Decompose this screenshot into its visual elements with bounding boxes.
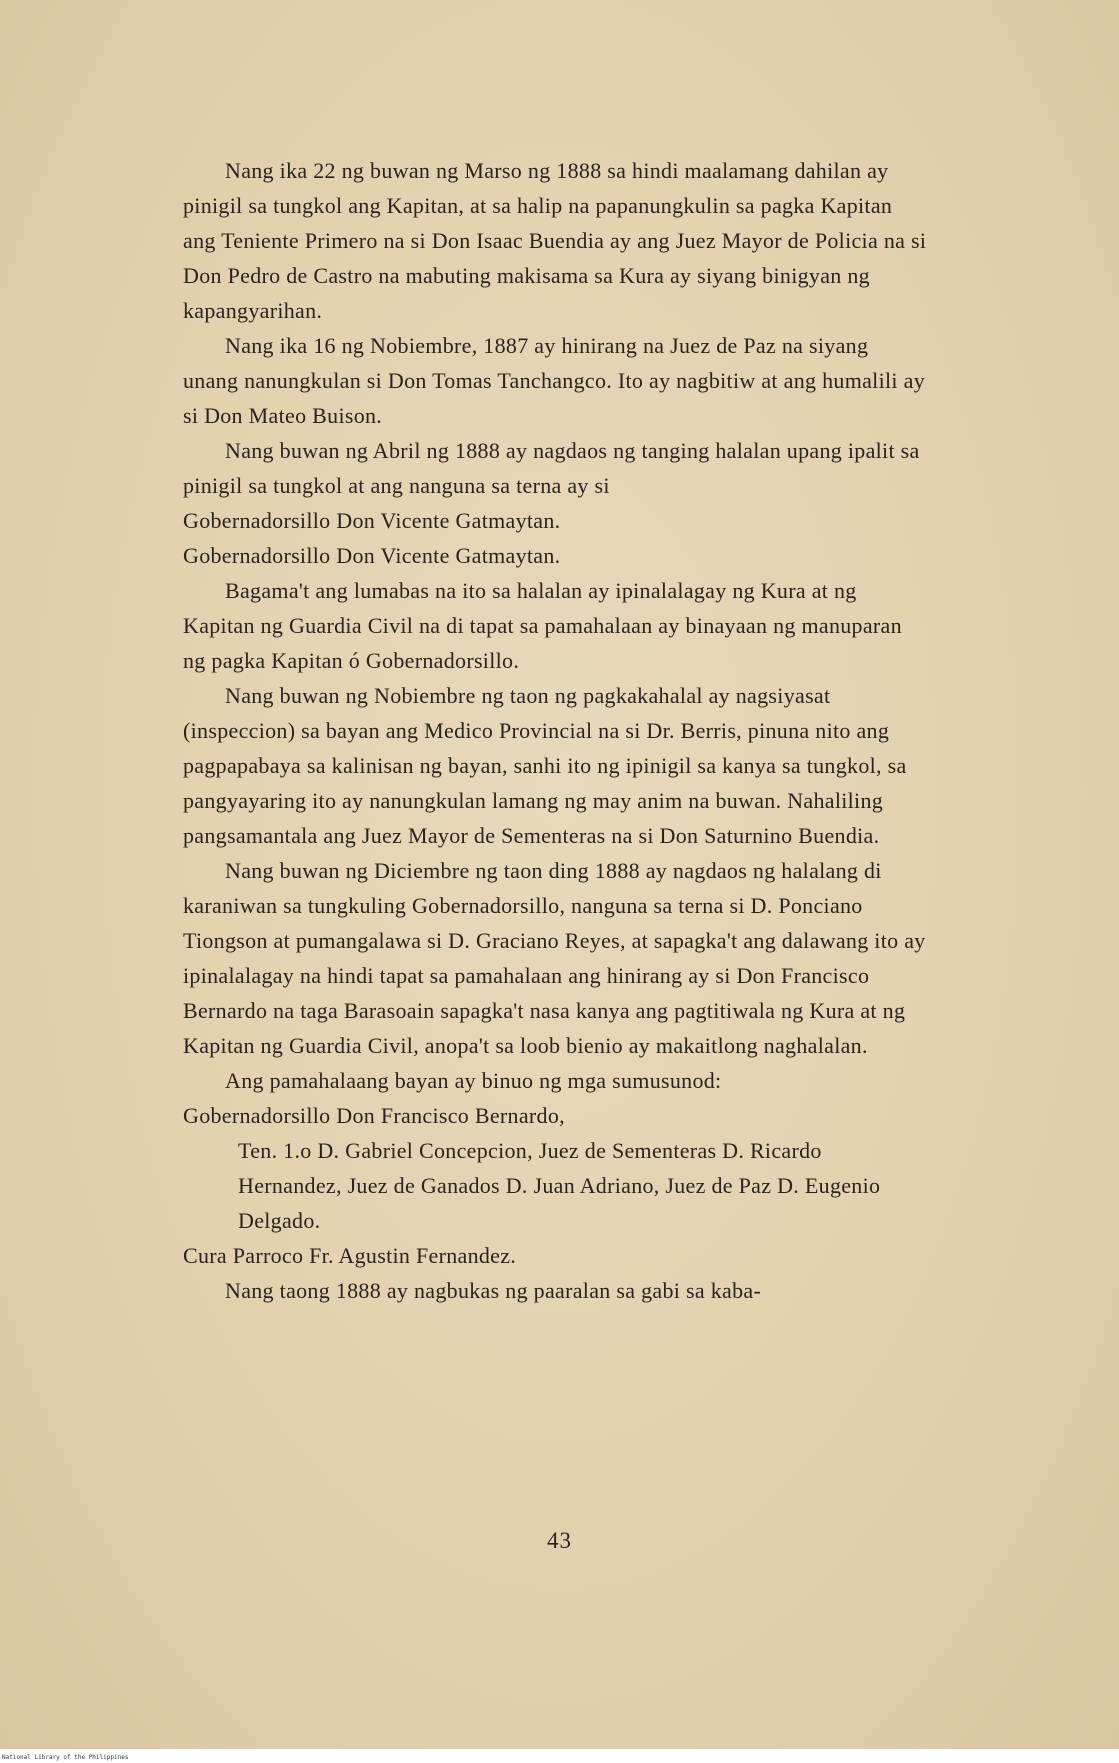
paragraph-1: Nang ika 22 ng buwan ng Marso ng 1888 sa hindi maalamang dahilan ay pinigil sa tungkol ang Kapitan, at sa halip na papanungkulin sa pagka Kapitan ang Teniente Primero na si Don Isaac Buendia ay ang Juez Mayor de Policia na si Don Pedro de Castro na mabuting makisama sa Kura ay siyang binigyan ng kapangyarihan.	[183, 158, 927, 323]
paragraph-8: Nang buwan ng Diciembre ng taon ding 1888 ay nagdaos ng halalang di karaniwan sa tungkuling Gobernadorsillo, nanguna sa terna si D. Ponciano Tiongson at pumangalawa si D. Graciano Reyes, at sapagka't ang dalawang ito ay ipinalalagay na hindi tapat sa pamahalaan ang hinirang ay si Don Francisco Bernardo na taga Barasoain sapagka't nasa kanya ang pagtitiwala ng Kura at ng Kapitan ng Guardia Civil, anopa't sa loob bienio ay makaitlong naghalalan.	[183, 858, 926, 1058]
paragraph-7: Nang buwan ng Nobiembre ng taon ng pagkakahalal ay nagsiyasat (inspeccion) sa bayan ang Medico Provincial na si Dr. Berris, pinuna nito ang pagpapabaya sa kalinisan ng bayan, sanhi ito ng ipinigil sa kanya sa tungkol, sa pangyayaring ito ay nanungkulan lamang ng may anim na buwan. Nahaliling pangsamantala ang Juez Mayor de Sementeras na si Don Saturnino Buendia.	[183, 683, 907, 848]
paragraph-2: Nang ika 16 ng Nobiembre, 1887 ay hinirang na Juez de Paz na siyang unang nanungkulan si Don Tomas Tanchangco. Ito ay nagbitiw at ang humalili ay si Don Mateo Buison.	[183, 333, 925, 428]
paragraph-6: Bagama't ang lumabas na ito sa halalan ay ipinalalagay ng Kura at ng Kapitan ng Guardia Civil na di tapat sa pamahalaan ay binayaan ng manuparan ng pagka Kapitan ó Gobernadorsillo.	[183, 578, 902, 673]
list-item-cura: Cura Parroco Fr. Agustin Fernandez.	[183, 1243, 517, 1268]
paragraph-4: Gobernadorsillo Don Vicente Gatmaytan.	[183, 508, 561, 533]
list-item-gobernadorsillo: Gobernadorsillo Don Francisco Bernardo,	[183, 1103, 565, 1128]
paragraph-3: Nang buwan ng Abril ng 1888 ay nagdaos ng tanging halalan upang ipalit sa pinigil sa tungkol at ang nanguna sa terna ay si	[183, 438, 920, 498]
paragraph-5: Gobernadorsillo Don Vicente Gatmaytan.	[183, 543, 561, 568]
page-number: 43	[547, 1528, 572, 1553]
footer-credit: National Library of the Philippines	[2, 1754, 129, 1761]
footer-strip	[0, 1749, 1119, 1763]
list-item-officials: Ten. 1.o D. Gabriel Concepcion, Juez de Sementeras D. Ricardo Hernandez, Juez de Ganados D. Juan Adriano, Juez de Paz D. Eugenio Delgado.	[238, 1138, 881, 1233]
body-text	[183, 153, 929, 1308]
paragraph-10: Nang taong 1888 ay nagbukas ng paaralan sa gabi sa kaba-	[225, 1278, 762, 1303]
paragraph-9: Ang pamahalaang bayan ay binuo ng mga sumusunod:	[225, 1068, 722, 1093]
